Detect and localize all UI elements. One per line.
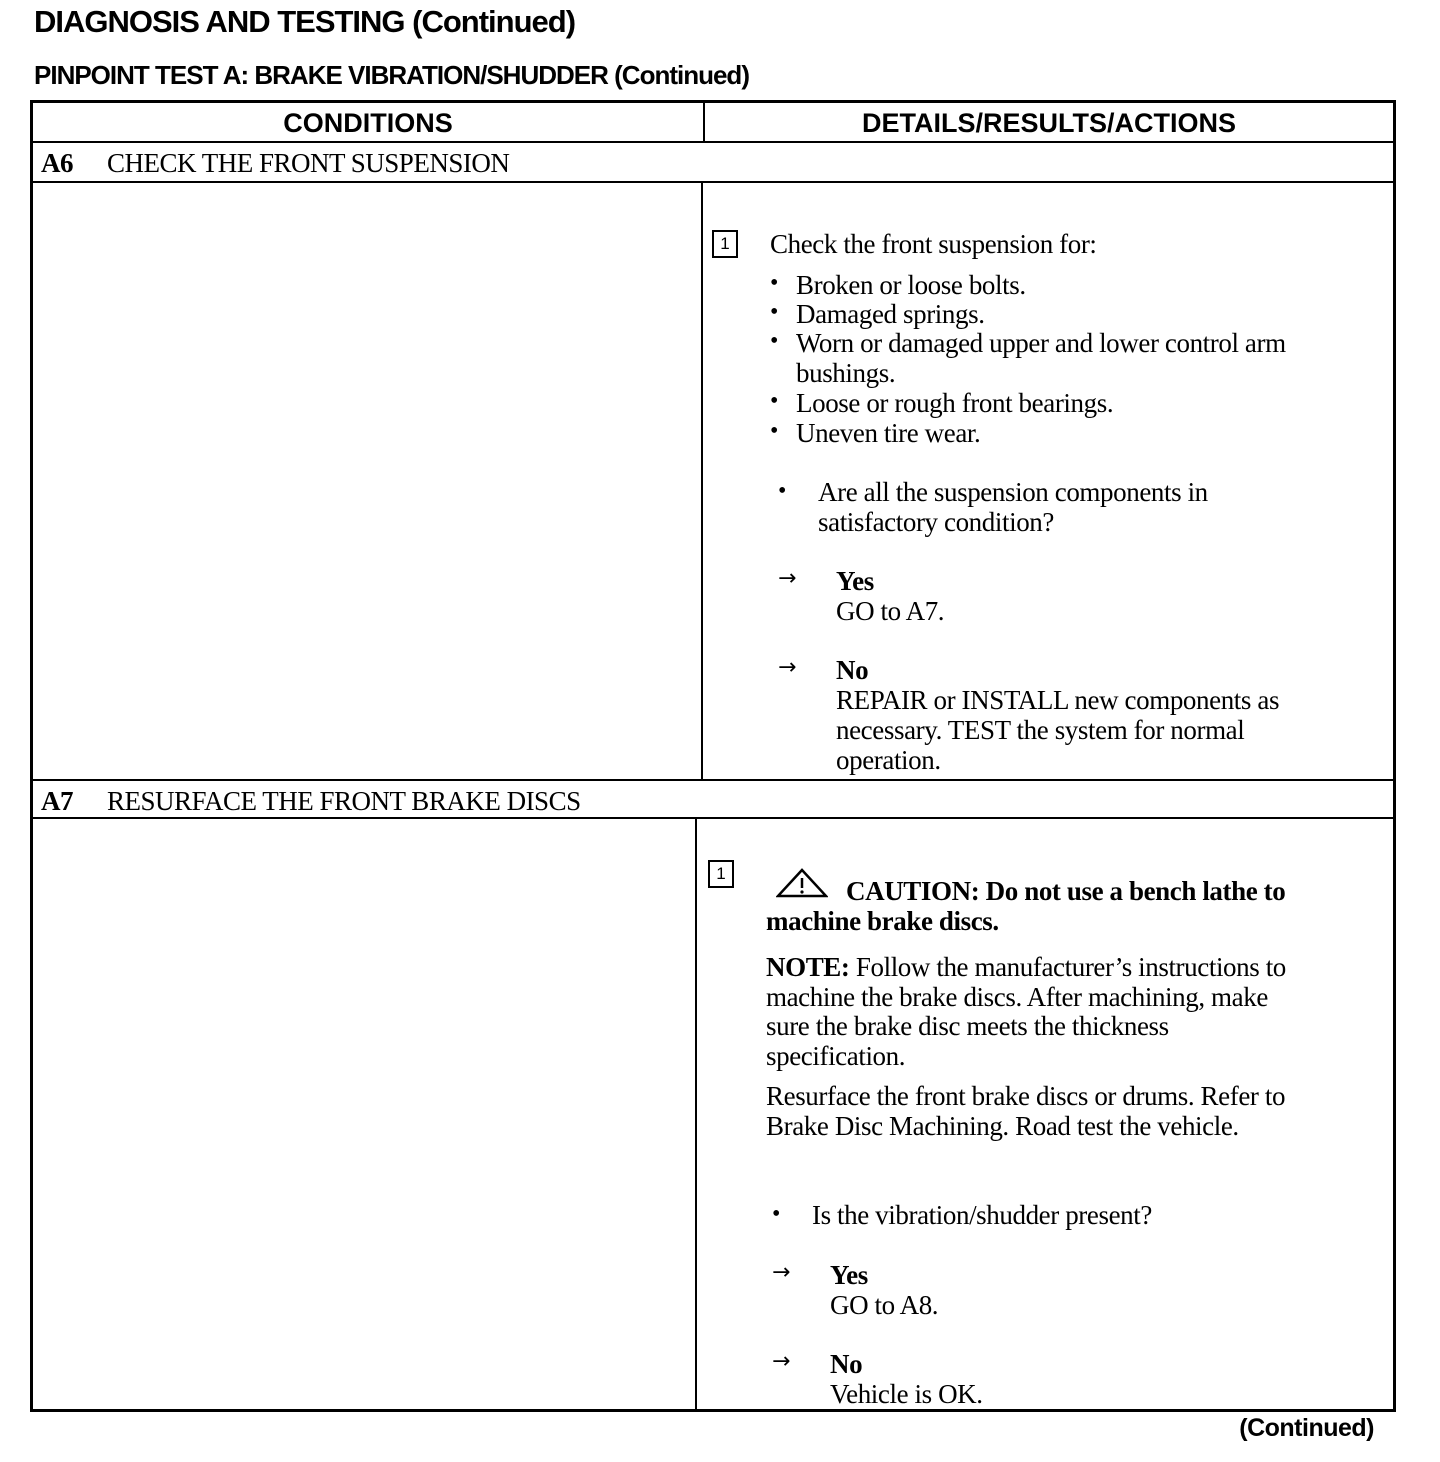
section-a7-id: A7 [41,786,73,816]
section-a6-header [33,143,1393,183]
a7-note [766,952,1286,982]
a6-no-action: operation. [836,745,941,775]
a7-yes-action: GO to A8. [830,1290,939,1320]
note-label: NOTE: [766,952,850,982]
a7-caution: CAUTION: Do not use a bench lathe to [846,876,1286,906]
a7-resurface: Brake Disc Machining. Road test the vehicle. [766,1111,1239,1141]
page-title: DIAGNOSIS AND TESTING (Continued) [34,4,576,39]
continued-label: (Continued) [1239,1414,1374,1442]
bullet-icon: • [770,299,779,325]
arrow-right-icon: → [772,1349,791,1374]
a7-yes-label: Yes [830,1260,868,1290]
details-header: DETAILS/RESULTS/ACTIONS [705,103,1393,143]
a6-question: satisfactory condition? [818,507,1054,537]
a6-no-label: No [836,655,869,685]
section-a6-title: CHECK THE FRONT SUSPENSION [107,148,510,178]
arrow-right-icon: → [778,655,797,680]
a6-item: Uneven tire wear. [796,418,981,448]
a6-item: Worn or damaged upper and lower control arm [796,328,1286,358]
step-number-box: 1 [708,860,734,888]
bullet-icon: • [770,388,779,414]
column-divider [701,183,703,779]
a6-item: Broken or loose bolts. [796,270,1026,300]
bullet-icon: • [770,328,779,354]
conditions-header: CONDITIONS [33,103,705,143]
a6-question: Are all the suspension components in [818,477,1208,507]
bullet-icon: • [772,1201,781,1227]
a6-yes-label: Yes [836,566,874,596]
test-title: PINPOINT TEST A: BRAKE VIBRATION/SHUDDER (Continued) [34,60,749,90]
a7-note: machine the brake discs. After machining, make [766,982,1268,1012]
pinpoint-test-table [30,100,1396,1412]
arrow-right-icon: → [772,1260,791,1285]
a6-yes-action-text: GO to A7. [836,596,945,626]
step-number-box: 1 [712,230,738,258]
a7-resurface: Resurface the front brake discs or drums. Refer to [766,1081,1286,1111]
section-a7-header [33,779,1393,819]
a6-item: bushings. [796,358,896,388]
a7-question: Is the vibration/shudder present? [812,1200,1152,1230]
arrow-right-icon: → [778,566,797,591]
bullet-icon: • [778,478,787,504]
a6-intro: Check the front suspension for: [770,229,1097,259]
a7-no-label: No [830,1349,863,1379]
a6-no-action: REPAIR or INSTALL new components as [836,685,1280,715]
bullet-icon: • [770,418,779,444]
a6-yes-action [836,596,944,626]
section-a6-id: A6 [41,148,73,178]
caution-icon [776,868,828,898]
a6-item: Damaged springs. [796,299,985,329]
note-text: Follow the manufacturer’s instructions to [855,952,1286,982]
bullet-icon: • [770,270,779,296]
a7-note: sure the brake disc meets the thickness [766,1011,1169,1041]
a7-caution: machine brake discs. [766,906,999,936]
a6-no-action: necessary. TEST the system for normal [836,715,1245,745]
a6-item: Loose or rough front bearings. [796,388,1114,418]
column-divider [695,819,697,1411]
a7-note: specification. [766,1041,906,1071]
a7-no-action: Vehicle is OK. [830,1379,983,1409]
section-a7-title: RESURFACE THE FRONT BRAKE DISCS [107,786,581,816]
